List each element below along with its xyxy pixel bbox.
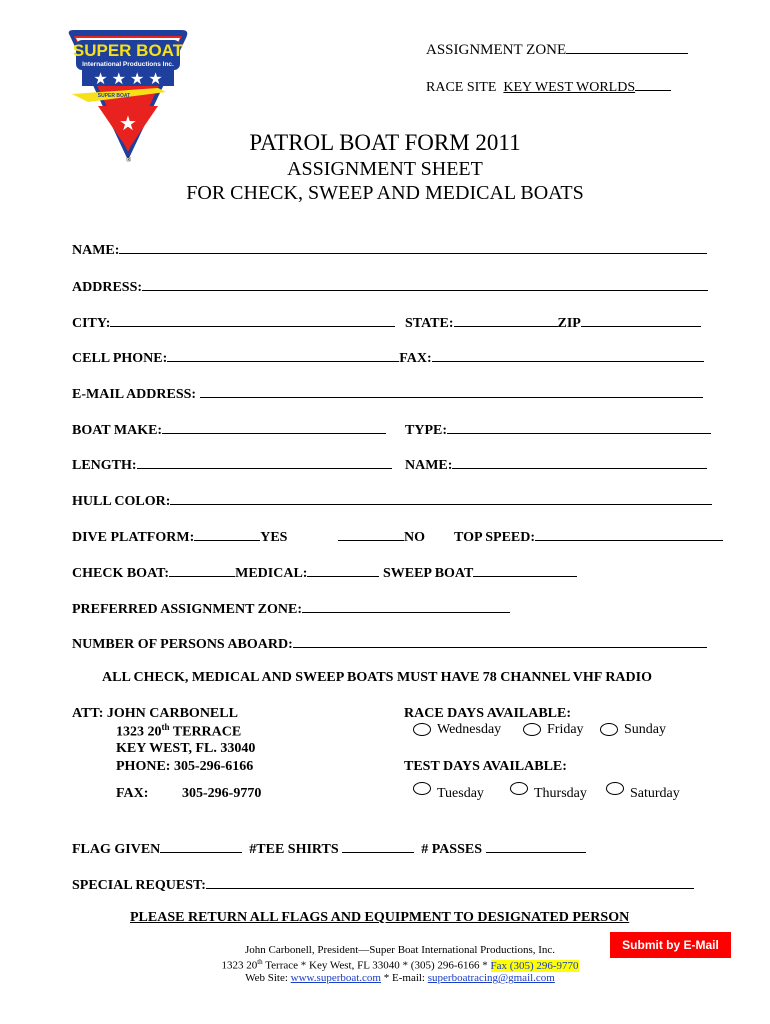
cell-phone-label: CELL PHONE:	[72, 351, 168, 366]
return-notice: PLEASE RETURN ALL FLAGS AND EQUIPMENT TO DESIGNATED PERSON	[130, 910, 630, 925]
top-speed-label: TOP SPEED:	[454, 530, 536, 545]
boat-role-field[interactable]	[72, 563, 577, 582]
type-field[interactable]	[405, 420, 711, 439]
dive-yes-label: YES	[260, 530, 288, 545]
website-link[interactable]: www.superboat.com	[290, 972, 381, 984]
radio-saturday[interactable]	[606, 782, 624, 795]
persons-aboard-field[interactable]	[72, 634, 707, 653]
form-subtitle-2: FOR CHECK, SWEEP AND MEDICAL BOATS	[186, 182, 584, 204]
assignment-zone-field[interactable]	[426, 40, 688, 59]
logo-sub-text: International Productions Inc.	[82, 61, 174, 68]
fax-label: FAX:	[399, 351, 432, 366]
footer-line-1: John Carbonell, President—Super Boat International Productions, Inc.	[244, 944, 556, 956]
type-label: TYPE:	[405, 423, 447, 438]
preferred-zone-label: PREFERRED ASSIGNMENT ZONE:	[72, 602, 303, 617]
tee-shirts-label: #TEE SHIRTS	[249, 842, 339, 857]
vhf-notice: ALL CHECK, MEDICAL AND SWEEP BOATS MUST HAVE 78 CHANNEL VHF RADIO	[102, 670, 652, 685]
radio-wednesday[interactable]	[413, 723, 431, 736]
footer-fax-highlight: Fax (305) 296-9770	[490, 959, 579, 972]
length-label: LENGTH:	[72, 458, 137, 473]
svg-text:★ ★ ★ ★: ★ ★ ★ ★	[93, 71, 163, 88]
contact-fax-value: 305-296-9770	[182, 786, 262, 801]
contact-city: KEY WEST, FL. 33040	[116, 741, 256, 756]
form-subtitle-1: ASSIGNMENT SHEET	[287, 158, 483, 180]
test-day-tuesday[interactable]: Tuesday	[413, 782, 484, 798]
test-day-saturday[interactable]: Saturday	[606, 782, 680, 798]
passes-label: # PASSES	[421, 842, 483, 857]
email-field[interactable]	[72, 384, 703, 403]
svg-text:★: ★	[119, 113, 137, 135]
dive-no-field[interactable]	[338, 527, 425, 546]
dive-no-label: NO	[404, 530, 425, 545]
special-request-field[interactable]	[72, 875, 694, 894]
svg-text:®: ®	[126, 156, 132, 164]
flag-given-field[interactable]	[72, 839, 586, 858]
persons-aboard-label: NUMBER OF PERSONS ABOARD:	[72, 637, 293, 652]
hull-color-label: HULL COLOR:	[72, 494, 171, 509]
flag-given-label: FLAG GIVEN	[72, 842, 161, 857]
name-field[interactable]	[72, 240, 707, 259]
city-field[interactable]	[72, 313, 395, 332]
test-day-thursday[interactable]: Thursday	[510, 782, 587, 798]
race-day-sunday[interactable]: Sunday	[600, 722, 666, 738]
check-boat-label: CHECK BOAT:	[72, 566, 170, 581]
cell-phone-field[interactable]	[72, 348, 704, 367]
contact-phone: PHONE: 305-296-6166	[116, 759, 254, 774]
email-link[interactable]: superboatracing@gmail.com	[427, 972, 555, 984]
address-field[interactable]	[72, 277, 708, 296]
race-day-friday[interactable]: Friday	[523, 722, 584, 738]
radio-friday[interactable]	[523, 723, 541, 736]
submit-by-email-button[interactable]: Submit by E-Mail	[610, 932, 731, 958]
race-day-wednesday[interactable]: Wednesday	[413, 722, 501, 738]
special-request-label: SPECIAL REQUEST:	[72, 878, 206, 893]
logo-brand-text: SUPER BOAT	[72, 41, 184, 60]
contact-att: ATT: JOHN CARBONELL	[72, 706, 238, 721]
dive-platform-label: DIVE PLATFORM:	[72, 530, 195, 545]
assignment-zone-label: ASSIGNMENT ZONE	[426, 42, 567, 58]
state-label: STATE:	[405, 316, 454, 331]
medical-label: MEDICAL:	[235, 566, 308, 581]
boat-name-label: NAME:	[405, 458, 453, 473]
race-days-label: RACE DAYS AVAILABLE:	[404, 706, 572, 721]
footer-line-3: Web Site: www.superboat.com * E-mail: superboatracing@gmail.com	[245, 972, 555, 984]
zip-label: ZIP	[557, 316, 581, 331]
contact-street: 1323 20th TERRACE	[116, 722, 242, 740]
state-field[interactable]	[405, 313, 701, 332]
city-label: CITY:	[72, 316, 111, 331]
contact-fax-label: FAX:	[116, 786, 149, 801]
radio-sunday[interactable]	[600, 723, 618, 736]
race-site-field	[426, 77, 671, 96]
logo-boat-text: SUPER BOAT	[97, 93, 131, 99]
footer-line-2: 1323 20th Terrace * Key West, FL 33040 * (305) 296-6166 * Fax (305) 296-9770	[221, 958, 579, 972]
name-label: NAME:	[72, 243, 120, 258]
hull-color-field[interactable]	[72, 491, 712, 510]
sweep-boat-label: SWEEP BOAT	[382, 566, 474, 581]
radio-thursday[interactable]	[510, 782, 528, 795]
radio-tuesday[interactable]	[413, 782, 431, 795]
boat-make-label: BOAT MAKE:	[72, 423, 163, 438]
boat-make-field[interactable]	[72, 420, 386, 439]
test-days-label: TEST DAYS AVAILABLE:	[404, 759, 567, 774]
dive-platform-field[interactable]	[72, 527, 287, 546]
email-label: E-MAIL ADDRESS:	[72, 387, 197, 402]
race-site-value: KEY WEST WORLDS	[503, 80, 636, 95]
form-title: PATROL BOAT FORM 2011	[249, 130, 521, 155]
address-label: ADDRESS:	[72, 280, 143, 295]
race-site-label: RACE SITE	[426, 80, 497, 95]
boat-name-field[interactable]	[405, 455, 707, 474]
preferred-zone-field[interactable]	[72, 599, 510, 618]
top-speed-field[interactable]	[454, 527, 723, 546]
length-field[interactable]	[72, 455, 392, 474]
